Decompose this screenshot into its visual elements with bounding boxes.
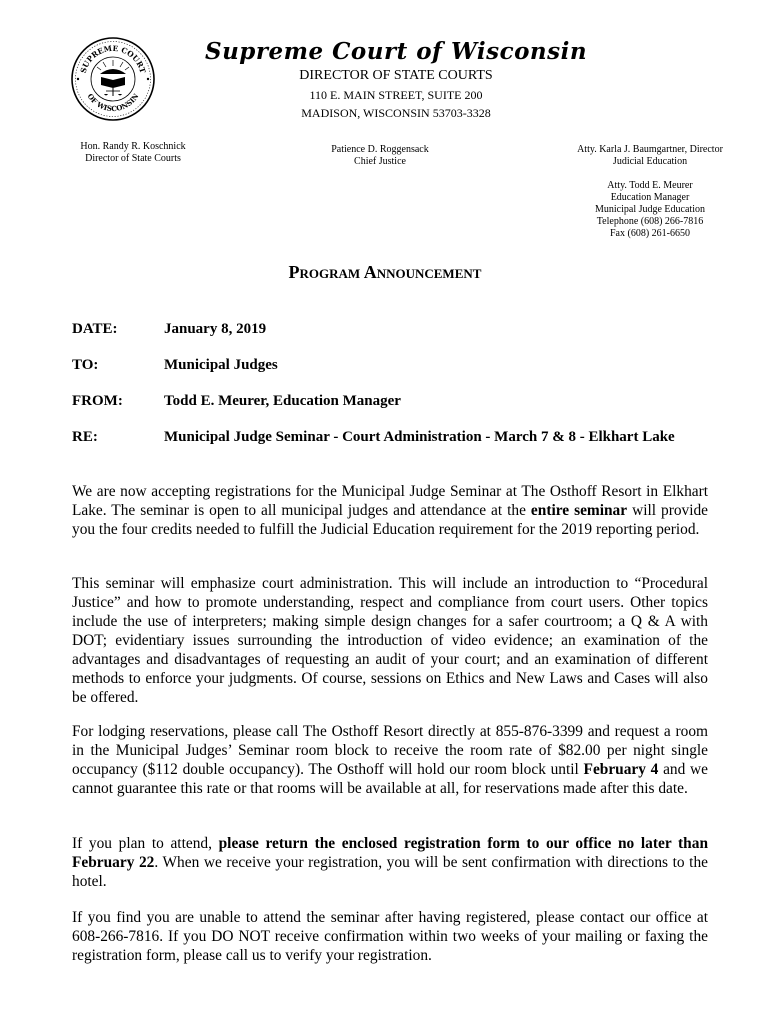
official-mid-title: Chief Justice	[354, 156, 406, 167]
court-title: Supreme Court of Wisconsin	[204, 38, 588, 65]
address-line-2: MADISON, WISCONSIN 53703-3328	[301, 106, 491, 120]
p1-text-b: will provide you the four credits needed to fulfill the Judicial Education requirement for the 2019 reporting period.	[72, 502, 709, 538]
contact-title: Education Manager	[610, 192, 690, 203]
p3-text-b: and we cannot guarantee this rate or that rooms will be available at all, for reservations made after this date.	[72, 761, 708, 797]
official-mid-name: Patience D. Roggensack	[331, 144, 429, 155]
announcement-title: Program Announcement	[288, 262, 482, 282]
official-mid	[300, 144, 460, 168]
date-value: January 8, 2019	[164, 321, 267, 337]
p4-bold: please return the enclosed registration form to our office no later than February 22	[72, 835, 708, 871]
p5-text: If you find you are unable to attend the seminar after having registered, please contact our office at 608-266-7816. If you DO NOT receive confirmation within two weeks of your mailing or faxing the registration form, please call us to verify your registration.	[72, 909, 708, 964]
paragraph-3	[72, 722, 708, 798]
contact-phone: Telephone (608) 266-7816	[596, 216, 704, 227]
to-label: TO:	[72, 357, 99, 373]
from-label: FROM:	[72, 393, 123, 409]
paragraph-2	[72, 574, 708, 707]
contact-dept: Municipal Judge Education	[595, 204, 705, 215]
official-right	[560, 144, 740, 168]
official-left-title: Director of State Courts	[85, 153, 181, 164]
p2-text: This seminar will emphasize court administration. This will include an introduction to “Procedural Justice” and how to promote understanding, respect and compliance from court users. Other topics include the use of interpreters; making simple design changes for a safer courtroom; a Q & A with DOT; evidentiary issues surrounding the introduction of video evidence; an examination of the advantages and disadvantages of requesting an audit of your court; and an examination of different methods to enforce your judgments. Of course, sessions on Ethics and New Laws and Cases will also be offered.	[72, 575, 708, 706]
p1-bold: entire seminar	[530, 502, 628, 519]
svg-text:SUPREME COURT: SUPREME COURT	[78, 43, 148, 75]
paragraph-4	[72, 834, 708, 891]
date-label: DATE:	[72, 321, 118, 337]
re-label: RE:	[72, 429, 98, 445]
official-right-title: Judicial Education	[612, 156, 688, 167]
paragraph-5	[72, 908, 708, 965]
p1-text-a: We are now accepting registrations for the Municipal Judge Seminar at The Osthoff Resort in Elkhart Lake. The seminar is open to all municipal judges and attendance at the	[72, 483, 708, 519]
svg-text:OF WISCONSIN: OF WISCONSIN	[85, 91, 141, 114]
re-value: Municipal Judge Seminar - Court Administration - March 7 & 8 - Elkhart Lake	[164, 429, 675, 445]
from-value: Todd E. Meurer, Education Manager	[164, 393, 401, 409]
official-left	[68, 141, 198, 165]
p3-text-a: For lodging reservations, please call The Osthoff Resort directly at 855-876-3399 and request a room in the Municipal Judges’ Seminar room block to receive the room rate of $82.00 per night single occupancy ($112 double occupancy). The Osthoff will hold our room block until	[72, 723, 708, 778]
p4-text-b: . When we receive your registration, you will be sent confirmation with directions to the hotel.	[72, 854, 708, 890]
official-left-name: Hon. Randy R. Koschnick	[80, 141, 186, 152]
p3-bold: February 4	[583, 761, 659, 778]
contact-block	[570, 180, 730, 240]
to-value: Municipal Judges	[164, 357, 278, 373]
office-name: DIRECTOR OF STATE COURTS	[299, 68, 493, 83]
paragraph-1	[72, 482, 708, 539]
address-line-1: 110 E. MAIN STREET, SUITE 200	[309, 88, 483, 102]
official-right-name: Atty. Karla J. Baumgartner, Director	[577, 144, 723, 155]
p4-text-a: If you plan to attend,	[72, 835, 219, 852]
contact-name: Atty. Todd E. Meurer	[607, 180, 693, 191]
contact-fax: Fax (608) 261-6650	[610, 228, 690, 239]
